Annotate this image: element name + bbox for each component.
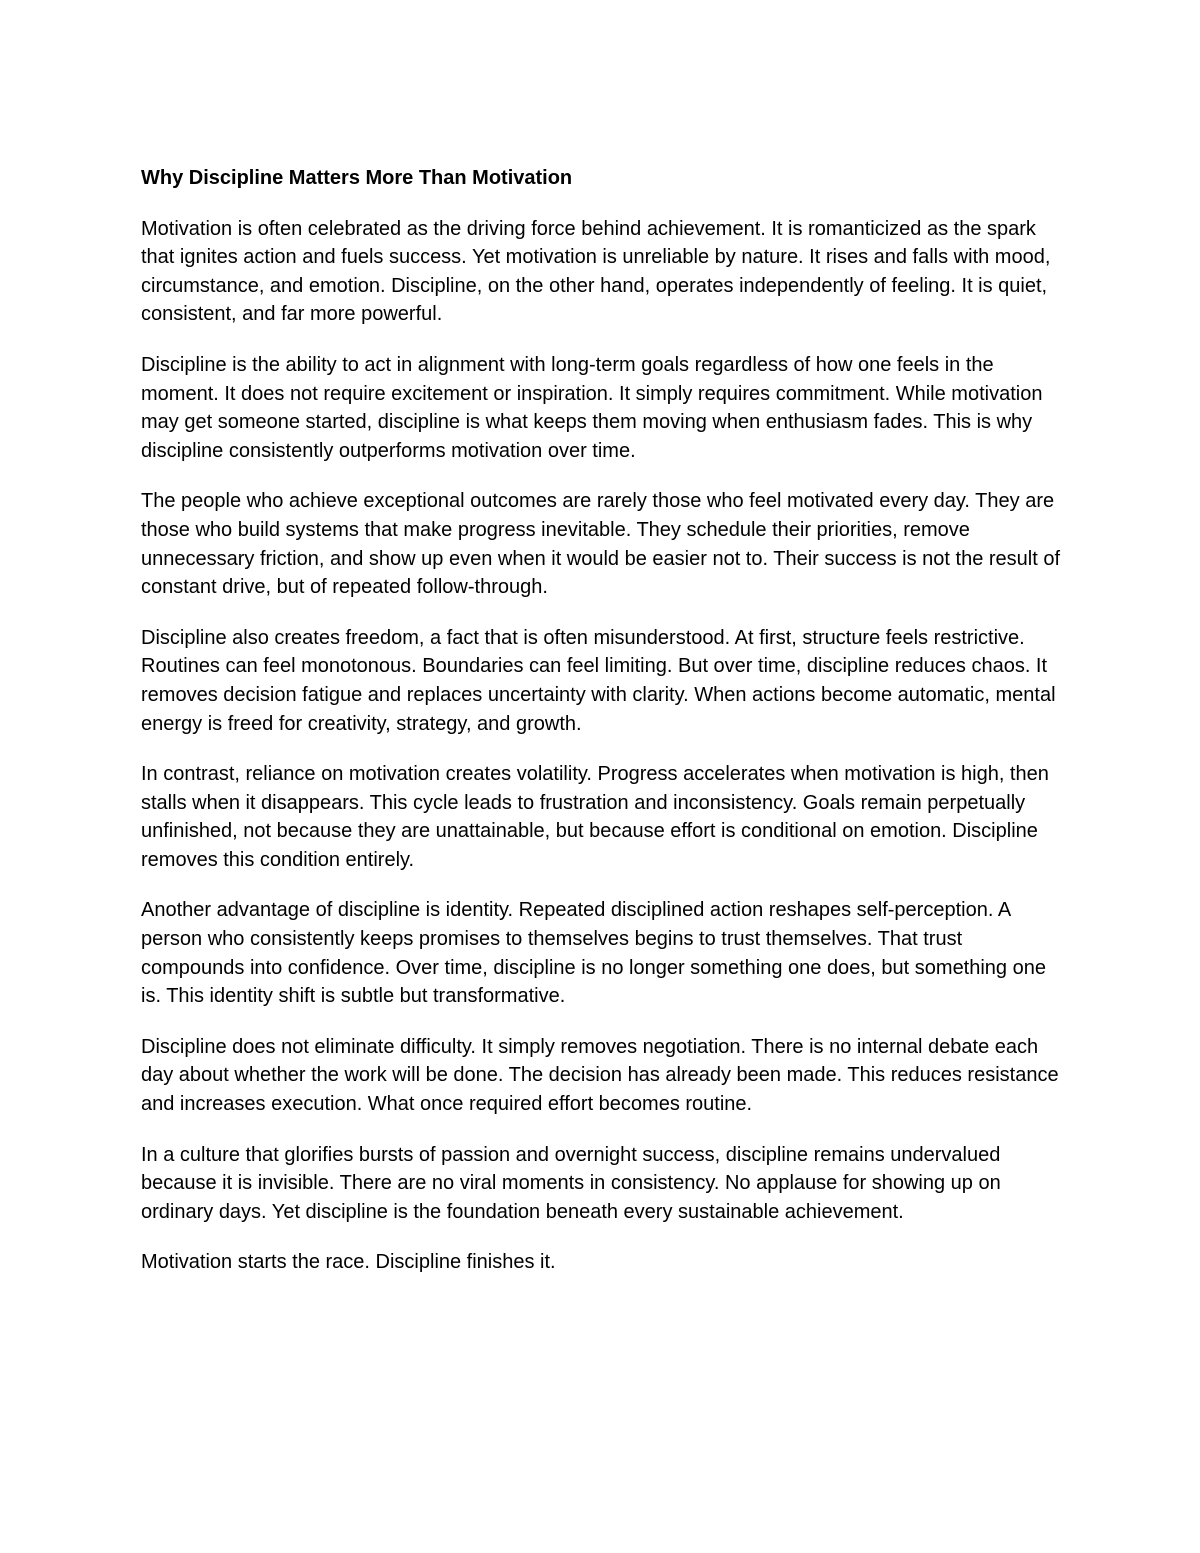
paragraph-6: Another advantage of discipline is identity. Repeated disciplined action reshapes self-perception. A person who consistently keeps promises to themselves begins to trust themselves. That trust compounds into confidence. Over time, discipline is no longer something one does, but something one is. This identity shift is subtle but transformative. [141, 899, 1046, 1008]
paragraph-5: In contrast, reliance on motivation creates volatility. Progress accelerates when motivation is high, then stalls when it disappears. This cycle leads to frustration and inconsistency. Goals remain perpetually unfinished, not because they are unattainable, but because effort is conditional on emotion. Discipline removes this condition entirely. [141, 763, 1049, 871]
paragraph-8: In a culture that glorifies bursts of passion and overnight success, discipline remains undervalued because it is invisible. There are no viral moments in consistency. No applause for showing up on ordinary days. Yet discipline is the foundation beneath every sustainable achievement. [141, 1143, 1001, 1223]
paragraph-1: Motivation is often celebrated as the driving force behind achievement. It is romanticized as the spark that ignites action and fuels success. Yet motivation is unreliable by nature. It rises and falls with mood, circumstance, and emotion. Discipline, on the other hand, operates independently of feeling. It is quiet, consistent, and far more powerful. [141, 217, 1051, 326]
paragraph-7: Discipline does not eliminate difficulty. It simply removes negotiation. There is no internal debate each day about whether the work will be done. The decision has already been made. This reduces resistance and increases execution. What once required effort becomes routine. [141, 1035, 1059, 1116]
document-title: Why Discipline Matters More Than Motivation [141, 167, 573, 189]
paragraph-3: The people who achieve exceptional outcomes are rarely those who feel motivated every day. They are those who build systems that make progress inevitable. They schedule their priorities, remove unnecessary friction, and show up even when it would be easier not to. Their success is not the result of constant drive, but of repeated follow-through. [141, 490, 1061, 599]
paragraph-4: Discipline also creates freedom, a fact that is often misunderstood. At first, structure feels restrictive. Routines can feel monotonous. Boundaries can feel limiting. But over time, discipline reduces chaos. It removes decision fatigue and replaces uncertainty with clarity. When actions become automatic, mental energy is freed for creativity, strategy, and growth. [141, 626, 1056, 735]
paragraph-9: Motivation starts the race. Discipline finishes it. [141, 1251, 556, 1274]
paragraph-2: Discipline is the ability to act in alignment with long-term goals regardless of how one feels in the moment. It does not require excitement or inspiration. It simply requires commitment. While motivation may get someone started, discipline is what keeps them moving when enthusiasm fades. This is why discipline consistently outperforms motivation over time. [141, 353, 1043, 462]
document-page [141, 164, 1071, 1299]
